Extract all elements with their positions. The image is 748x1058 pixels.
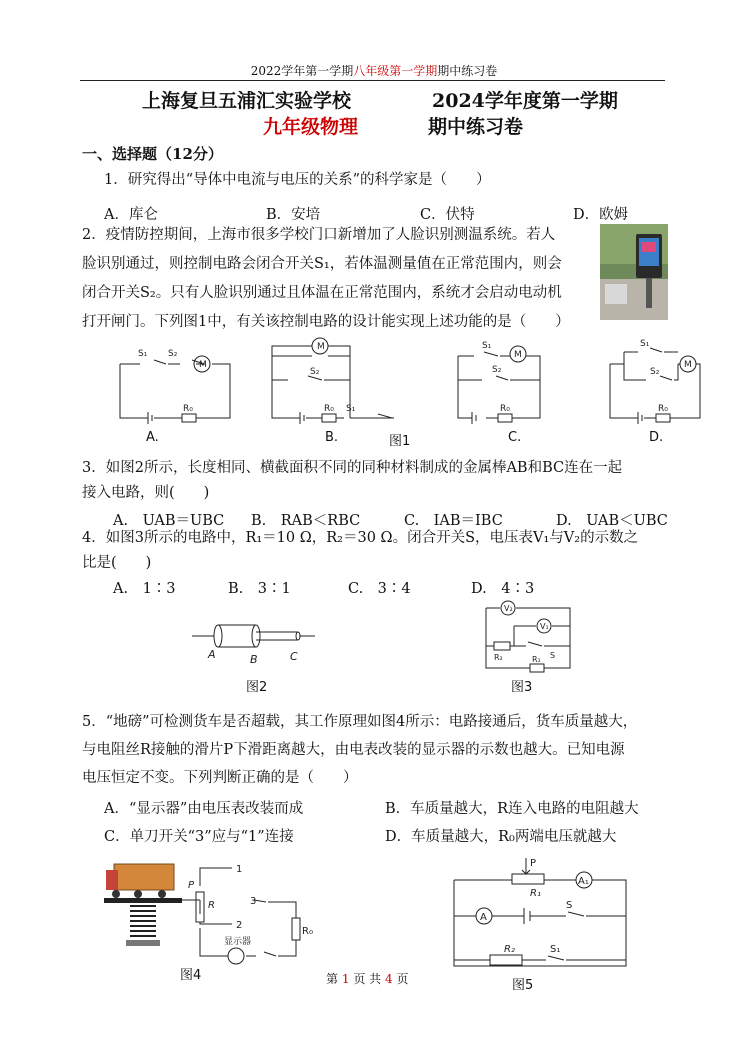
- svg-text:S₁: S₁: [482, 341, 492, 351]
- fig4-label-r0: R₀: [302, 926, 313, 937]
- svg-text:R₀: R₀: [324, 404, 334, 414]
- q4-option-a: A. 1∶3: [113, 581, 176, 597]
- svg-text:M: M: [514, 350, 522, 360]
- fig4-label-r: R: [208, 900, 215, 911]
- svg-text:S₁: S₁: [640, 339, 650, 349]
- figure-5-circuit: [450, 856, 630, 976]
- term: 2024学年度第一学期: [432, 90, 618, 112]
- q2-line-1: 2．疫情防控期间，上海市很多学校门口新增加了人脸识别测温系统。若人: [82, 227, 556, 243]
- q5-option-b: B．车质量越大，R连入电路的电阻越大: [385, 801, 639, 817]
- svg-text:M: M: [199, 360, 207, 370]
- fig5-label-r1: R₁: [530, 888, 541, 899]
- fig5-label-p: P: [530, 858, 537, 869]
- svg-text:M: M: [684, 360, 692, 370]
- fig4-label-p: P: [188, 880, 195, 891]
- q1-stem: 1．研究得出“导体中电流与电压的关系”的科学家是（ ）: [104, 172, 491, 188]
- svg-text:S₁: S₁: [346, 404, 356, 414]
- fig3-label-r1: R₁: [532, 655, 541, 664]
- q5-option-a: A．“显示器”由电压表改装而成: [104, 801, 304, 817]
- q3-line-2: 接入电路，则( ): [82, 485, 210, 501]
- fig4-label-2: 2: [236, 920, 243, 931]
- exam-name: 期中练习卷: [428, 116, 524, 138]
- page-footer: 第 1 页 共 4 页: [326, 972, 409, 986]
- q5-line-3: 电压恒定不变。下列判断正确的是（ ）: [82, 770, 358, 786]
- svg-text:R₀: R₀: [658, 404, 668, 414]
- fig2-label-a: A: [208, 648, 216, 661]
- fig4-caption: 图4: [180, 968, 202, 983]
- fig3-label-r2: R₂: [494, 653, 503, 662]
- fig5-caption: 图5: [512, 978, 534, 993]
- section-heading: 一、选择题（12分）: [82, 145, 223, 163]
- q3-option-d: D. UAB＜UBC: [556, 513, 668, 529]
- q5-option-d: D．车质量越大，R₀两端电压就越大: [385, 829, 617, 845]
- fig2-caption: 图2: [246, 680, 268, 695]
- q5-line-2: 与电阻丝R接触的滑片P下滑距离越大，由电表改装的显示器的示数也越大。已知电源: [82, 742, 625, 758]
- fig5-label-s1: S₁: [550, 944, 561, 955]
- q4-line-1: 4．如图3所示的电路中，R₁＝10 Ω，R₂＝30 Ω。闭合开关S，电压表V₁与V₂的示数之: [82, 530, 639, 546]
- svg-text:S₂: S₂: [492, 365, 502, 375]
- fig1-label-c: C.: [508, 430, 522, 445]
- svg-text:S₁: S₁: [138, 349, 148, 359]
- svg-text:S₂: S₂: [310, 367, 320, 377]
- school-name: 上海复旦五浦汇实验学校: [142, 90, 352, 112]
- q3-option-b: B. RAB＜RBC: [251, 513, 361, 529]
- q3-line-1: 3．如图2所示，长度相同、横截面积不同的同种材料制成的金属棒AB和BC连在一起: [82, 460, 623, 476]
- fig2-label-c: C: [290, 650, 298, 663]
- svg-text:R₀: R₀: [183, 404, 193, 414]
- q5-option-c: C．单刀开关“3”应与“1”连接: [104, 829, 294, 845]
- subject: 九年级物理: [263, 116, 359, 138]
- fig4-label-1: 1: [236, 864, 243, 875]
- truck-icon: [114, 864, 174, 890]
- spring-icon: [130, 906, 156, 936]
- fig2-label-b: B: [250, 653, 258, 666]
- fig1-label-d: D.: [649, 430, 664, 445]
- q1-option-a: A．库仑: [104, 207, 158, 223]
- fig5-label-s: S: [566, 900, 573, 911]
- q2-line-4: 打开闸门。下列图1中，有关该控制电路的设计能实现上述功能的是（ ）: [82, 314, 570, 330]
- q4-option-d: D. 4∶3: [471, 581, 535, 597]
- svg-text:M: M: [317, 342, 325, 352]
- face-recognition-photo: [600, 224, 668, 320]
- fig3-caption: 图3: [511, 680, 533, 695]
- svg-text:S₂: S₂: [650, 367, 660, 377]
- q1-option-c: C．伏特: [420, 207, 475, 223]
- fig1-label-a: A.: [146, 430, 159, 445]
- running-header: 2022学年第一学期八年级第一学期期中练习卷: [250, 64, 498, 78]
- fig5-label-a: A: [480, 912, 487, 923]
- fig3-label-s: S: [550, 651, 556, 660]
- q2-line-2: 脸识别通过，则控制电路会闭合开关S₁，若体温测量值在正常范围内，则会: [82, 256, 562, 272]
- q4-option-b: B. 3∶1: [228, 581, 291, 597]
- q3-option-a: A. UAB＝UBC: [113, 513, 225, 529]
- truck-cab-icon: [106, 870, 118, 890]
- fig3-label-v2: V₂: [504, 604, 513, 613]
- fig1-label-b: B.: [325, 430, 339, 445]
- figure-4-truck-scale: [104, 856, 314, 966]
- header-rule: [80, 80, 665, 81]
- q4-line-2: 比是( ): [82, 555, 152, 571]
- fig4-label-3: 3: [250, 896, 257, 907]
- svg-text:R₀: R₀: [500, 404, 510, 414]
- fig1-caption: 图1: [389, 434, 411, 449]
- svg-text:S₂: S₂: [168, 349, 178, 359]
- q2-line-3: 闭合开关S₂。只有人脸识别通过且体温在正常范围内，系统才会启动电动机: [82, 285, 562, 301]
- fig3-label-v1: V₁: [540, 622, 549, 631]
- q1-option-b: B．安培: [266, 207, 321, 223]
- figure-2-rods: [190, 612, 320, 672]
- fig4-label-display: 显示器: [224, 937, 252, 947]
- q3-option-c: C. IAB＝IBC: [404, 513, 503, 529]
- q5-line-1: 5．“地磅”可检测货车是否超载，其工作原理如图4所示：电路接通后，货车质量越大，: [82, 714, 638, 730]
- fig5-label-a1: A₁: [578, 876, 589, 887]
- fig5-label-r2: R₂: [504, 944, 515, 955]
- figure-3-circuit: [478, 598, 578, 680]
- q4-option-c: C. 3∶4: [348, 581, 411, 597]
- q1-option-d: D．欧姆: [573, 207, 629, 223]
